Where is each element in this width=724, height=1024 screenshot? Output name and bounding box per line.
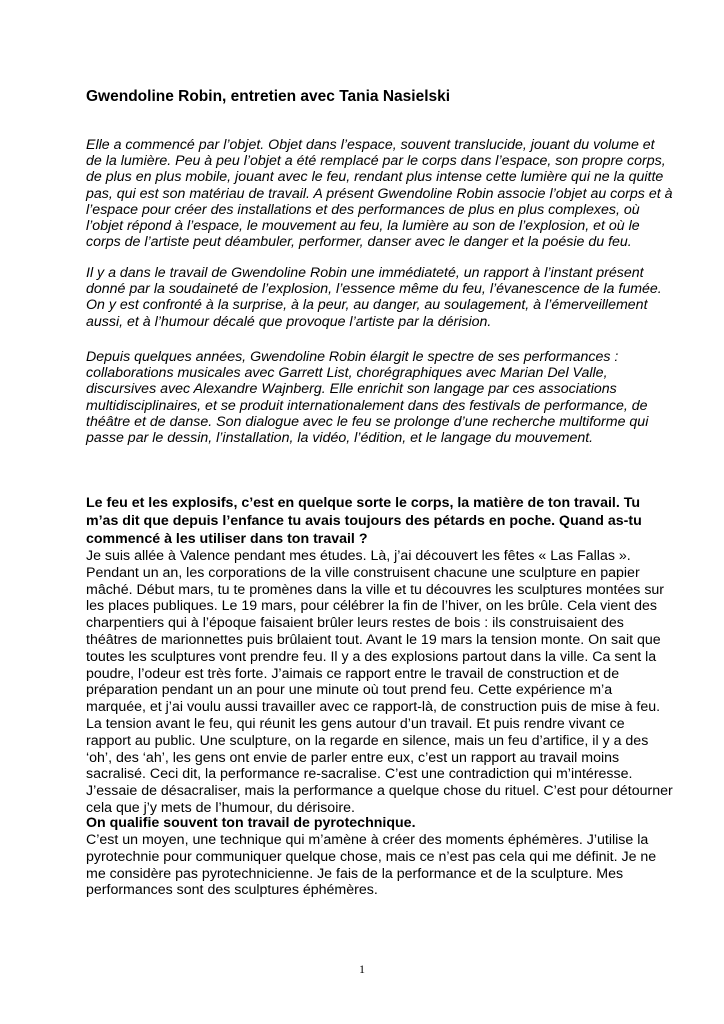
text-line: mâché. Début mars, tu te promènes dans la ville et tu découvres les sculptures montées sur [86,581,665,598]
page-number: 1 [359,962,365,976]
text-line: Il y a dans le travail de Gwendoline Robin une immédiateté, un rapport à l’instant présent [86,265,644,281]
text-line: commencé à les utiliser dans ton travail ? [86,531,368,547]
text-line: théâtres de marionnettes puis brûlaient tout. Avant le 19 mars la tension monte. On sait que [86,631,661,648]
text-line: de la lumière. Peu à peu l’objet a été remplacé par le corps dans l’espace, son propre corps, [86,153,666,170]
interview-answer-2 [86,832,666,899]
text-line: les places publiques. Le 19 mars, pour célébrer la fin de l’hiver, on les brûle. Cela vient des [86,598,657,615]
interview-answer-1 [86,548,673,817]
interview-question-2 [86,814,666,832]
text-line: multidisciplinaires, et se produit internationalement dans des festivals de performance, de [86,397,648,414]
text-line: rapport au public. Une sculpture, on la regarde en silence, mais un feu d’artifice, il y a des [86,732,649,749]
text-line: pyrotechnie pour communiquer quelque chose, mais ce n’est pas cela qui me définit. Je ne [86,848,657,865]
text-line: m’as dit que depuis l’enfance tu avais toujours des pétards en poche. Quand as-tu [86,513,642,529]
text-line: charpentiers qui à l’époque faisaient brûler leurs restes de bois : ils construisaient des [86,615,624,632]
text-line: Je suis allée à Valence pendant mes études. Là, j’ai découvert les fêtes « Las Fallas ». [86,548,631,564]
text-line: Pendant un an, les corporations de la ville construisent chacune une sculpture en papier [86,564,640,581]
text-line: l’espace pour créer des installations et des performances de plus en plus complexes, où [86,201,640,218]
text-line: toutes les sculptures vont prendre feu. Il y a des explosions partout dans la ville. Ca sent la [86,648,657,665]
text-line: aussi, et à l’humour décalé que provoque l’artiste par la dérision. [86,313,492,330]
text-line: collaborations musicales avec Garrett List, chorégraphiques avec Marian Del Valle, [86,365,608,382]
text-line: l’objet répond à l’espace, le mouvement au feu, la lumière au son de l’explosion, et où le [86,217,640,234]
page-title: Gwendoline Robin, entretien avec Tania Nasielski [86,88,451,105]
text-line: de plus en plus mobile, jouant avec le feu, rendant plus intense cette lumière qui ne la quitte [86,169,664,186]
interview-question-1 [86,494,666,548]
text-line: cela que j’y mets de l’humour, du dérisoire. [86,799,355,816]
intro-paragraph-3 [86,349,666,446]
text-line: pas, qui est son matériau de travail. A présent Gwendoline Robin associe l’objet au corps et à [86,185,673,202]
text-line: Le feu et les explosifs, c’est en quelque sorte le corps, la matière de ton travail. Tu [86,495,641,511]
text-line: poudre, l’odeur est très forte. J’aimais ce rapport entre le travail de construction et de [86,665,620,682]
text-line: Elle a commencé par l’objet. Objet dans l’espace, souvent translucide, jouant du volume et [86,137,655,153]
text-line: discursives avec Alexandre Wajnberg. Elle enrichit son langage par ces associations [86,381,617,398]
text-line: préparation pendant un an pour une minute où tout prend feu. Cette expérience m’a [86,682,613,699]
text-line: J’essaie de désacraliser, mais la performance a quelque chose du rituel. C’est pour détourner [86,783,673,800]
text-line: On qualifie souvent ton travail de pyrotechnique. [86,815,416,831]
text-line: sacralisé. Ceci dit, la performance re-sacralise. C’est une contradiction qui m’intéresse. [86,766,633,783]
text-line: C’est un moyen, une technique qui m’amène à créer des moments éphémères. J’utilise la [86,832,649,848]
text-line: La tension avant le feu, qui réunit les gens autour d’un travail. Et puis rendre vivant ce [86,715,625,732]
intro-paragraph-1 [86,137,673,251]
text-line: performances sont des sculptures éphémères. [86,882,378,899]
text-line: me considère pas pyrotechnicienne. Je fais de la performance et de la sculpture. Mes [86,865,624,882]
text-line: théâtre et de danse. Son dialogue avec le feu se prolonge d’une recherche multiforme qui [86,413,649,430]
text-line: On y est confronté à la surprise, à la peur, au danger, au soulagement, à l’émerveillement [86,297,648,314]
intro-paragraph-2 [86,265,666,330]
text-line: ‘oh’, des ‘ah’, les gens ont envie de parler entre eux, c’est un rapport au travail moins [86,749,620,766]
text-line: marquée, et j’ai voulu aussi travailler avec ce rapport-là, de construction puis de mise à feu. [86,699,661,716]
text-line: passe par le dessin, l’installation, la vidéo, l’édition, et le langage du mouvement. [86,429,594,446]
text-line: Depuis quelques années, Gwendoline Robin élargit le spectre de ses performances : [86,349,619,365]
text-line: corps de l’artiste peut déambuler, performer, danser avec le danger et la poésie du feu. [86,234,632,251]
text-line: donné par la soudaineté de l’explosion, l’essence même du feu, l’évanescence de la fumée. [86,281,662,298]
